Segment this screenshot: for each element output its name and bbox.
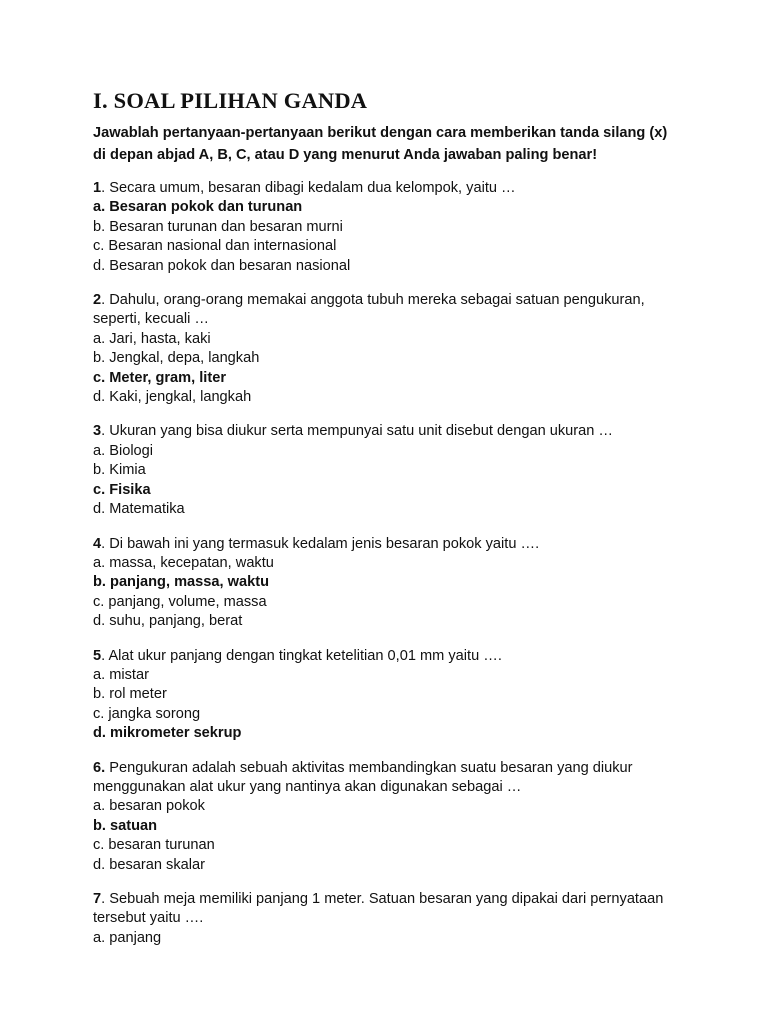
answer-option: d. suhu, panjang, berat <box>93 613 243 630</box>
answer-option: c. panjang, volume, massa <box>93 593 267 610</box>
answer-option: a. mistar <box>93 666 149 683</box>
question-text <box>93 759 683 798</box>
question-item <box>93 291 683 407</box>
question-number-dot: . <box>101 891 110 907</box>
answer-option-correct: c. Meter, gram, liter <box>93 369 227 386</box>
answer-option: b. Kimia <box>93 462 146 479</box>
question-text <box>93 422 683 441</box>
answer-option: d. besaran skalar <box>93 856 205 873</box>
question-item <box>93 890 683 948</box>
question-stem: Di bawah ini yang termasuk kedalam jenis besaran pokok yaitu …. <box>109 535 540 552</box>
answer-option: c. Besaran nasional dan internasional <box>93 238 337 255</box>
question-item <box>93 647 683 744</box>
question-number-dot: . <box>101 292 110 309</box>
question-text <box>93 291 683 330</box>
question-text <box>93 647 683 666</box>
answer-option: c. besaran turunan <box>93 837 215 854</box>
answer-option: a. Biologi <box>93 442 154 459</box>
question-item <box>93 535 683 632</box>
question-number: 2 <box>93 292 102 309</box>
question-number: 3 <box>93 423 102 440</box>
question-list <box>93 179 683 948</box>
question-number-dot: . <box>101 759 110 776</box>
answer-option-correct: b. panjang, massa, waktu <box>93 574 269 591</box>
answer-option: b. rol meter <box>93 686 167 703</box>
question-text <box>93 535 683 554</box>
answer-option: a. Jari, hasta, kaki <box>93 330 211 347</box>
question-number: 7 <box>93 891 102 907</box>
answer-option: d. Kaki, jengkal, langkah <box>93 389 252 406</box>
answer-option: b. Jengkal, depa, langkah <box>93 350 260 367</box>
question-number: 6 <box>93 759 102 776</box>
answer-option: a. besaran pokok <box>93 798 205 815</box>
question-text <box>93 179 683 198</box>
question-item <box>93 422 683 519</box>
question-text <box>93 890 683 929</box>
question-number: 1 <box>93 180 102 196</box>
question-stem: Ukuran yang bisa diukur serta mempunyai satu unit disebut dengan ukuran … <box>109 423 614 440</box>
question-item <box>93 179 683 276</box>
answer-option-correct: b. satuan <box>93 817 158 834</box>
instruction-text: Jawablah pertanyaan-pertanyaan berikut dengan cara memberikan tanda silang (x) di depan abjad A, B, C, atau D yang menurut Anda jawaban paling benar! <box>93 125 668 163</box>
question-number-dot: . <box>101 423 110 440</box>
answer-option: d. Matematika <box>93 501 185 518</box>
question-number: 5 <box>93 647 102 664</box>
answer-option: a. panjang <box>93 929 162 946</box>
question-stem: Pengukuran adalah sebuah aktivitas membandingkan suatu besaran yang diukur menggunakan alat ukur yang nantinya akan digunakan sebagai … <box>93 759 633 795</box>
document-page <box>93 88 683 963</box>
question-number-dot: . <box>101 180 110 196</box>
answer-option-correct: a. Besaran pokok dan turunan <box>93 199 303 216</box>
question-stem: Sebuah meja memiliki panjang 1 meter. Satuan besaran yang dipakai dari pernyataan tersebut yaitu …. <box>93 891 664 927</box>
question-item <box>93 759 683 875</box>
answer-option: b. Besaran turunan dan besaran murni <box>93 218 343 235</box>
question-stem: Secara umum, besaran dibagi kedalam dua kelompok, yaitu … <box>109 180 516 196</box>
answer-option: a. massa, kecepatan, waktu <box>93 554 274 571</box>
question-stem: Alat ukur panjang dengan tingkat ketelitian 0,01 mm yaitu …. <box>108 647 502 664</box>
answer-option-correct: c. Fisika <box>93 481 151 498</box>
question-number-dot: . <box>101 647 109 664</box>
section-title: I. SOAL PILIHAN GANDA <box>93 88 368 113</box>
answer-option: c. jangka sorong <box>93 705 201 722</box>
question-number: 4 <box>93 535 102 552</box>
question-stem: Dahulu, orang-orang memakai anggota tubuh mereka sebagai satuan pengukuran, seperti, kecuali … <box>93 292 645 328</box>
answer-option: d. Besaran pokok dan besaran nasional <box>93 257 351 274</box>
answer-option-correct: d. mikrometer sekrup <box>93 725 242 742</box>
question-number-dot: . <box>101 535 110 552</box>
